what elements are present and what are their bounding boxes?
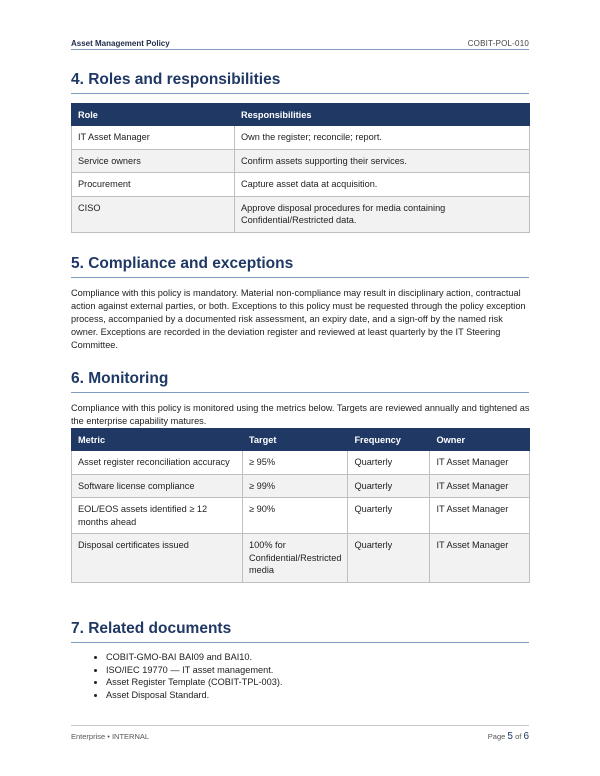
role-cell: CISO — [72, 196, 235, 232]
target-cell: ≥ 95% — [243, 451, 348, 475]
page-of: of — [515, 731, 522, 741]
frequency-cell: Quarterly — [348, 498, 430, 534]
footer-divider — [71, 725, 529, 726]
owner-cell: IT Asset Manager — [430, 474, 530, 498]
table-row — [72, 474, 530, 498]
owner-cell: IT Asset Manager — [430, 498, 530, 534]
header-doc-id: COBIT-POL-010 — [467, 38, 529, 48]
section-7-divider — [71, 642, 529, 643]
section-5-divider — [71, 277, 529, 278]
header-title: Asset Management Policy — [71, 38, 170, 48]
header-divider — [71, 49, 529, 50]
frequency-cell: Quarterly — [348, 534, 430, 583]
target-cell: ≥ 90% — [243, 498, 348, 534]
role-cell: Procurement — [72, 173, 235, 197]
metric-cell: Software license compliance — [72, 474, 243, 498]
section-6-heading: 6. Monitoring — [71, 370, 169, 387]
table-row — [72, 451, 530, 475]
roles-col-role: Role — [72, 104, 235, 126]
role-cell: Service owners — [72, 149, 235, 173]
owner-cell: IT Asset Manager — [430, 534, 530, 583]
metrics-table — [71, 428, 530, 583]
roles-table — [71, 103, 530, 233]
responsibility-cell: Own the register; reconcile; report. — [235, 126, 530, 150]
target-cell: ≥ 99% — [243, 474, 348, 498]
section-4-heading: 4. Roles and responsibilities — [71, 71, 281, 88]
page-indicator — [488, 731, 529, 742]
list-item: • Asset Register Template (COBIT-TPL-003). — [106, 676, 283, 689]
responsibility-cell: Confirm assets supporting their services. — [235, 149, 530, 173]
responsibility-cell: Capture asset data at acquisition. — [235, 173, 530, 197]
frequency-cell: Quarterly — [348, 474, 430, 498]
section-5-heading: 5. Compliance and exceptions — [71, 255, 294, 272]
page-current: 5 — [507, 730, 513, 742]
compliance-paragraph: Compliance with this policy is mandatory. Material non-compliance may result in disciplinary action, contractual action against external parties, or both. Exceptions to this policy must be requested through the policy exception process, accompanied by a documented risk assessment, an expiry date, and a sign-off by the named risk owner. Exceptions are recorded in the deviation register and reviewed at least quarterly by the IT Steering Committee. — [71, 288, 526, 350]
list-item: • ISO/IEC 19770 — IT asset management. — [106, 664, 283, 677]
responsibility-cell: Approve disposal procedures for media containing Confidential/Restricted data. — [235, 196, 530, 232]
metric-cell: Disposal certificates issued — [72, 534, 243, 583]
table-row — [72, 498, 530, 534]
table-row — [72, 173, 530, 197]
roles-table-header-row — [72, 104, 530, 126]
list-item: • Asset Disposal Standard. — [106, 689, 283, 702]
section-6-divider — [71, 392, 529, 393]
owner-cell: IT Asset Manager — [430, 451, 530, 475]
page-header — [71, 36, 529, 50]
metric-cell: EOL/EOS assets identified ≥ 12 months ahead — [72, 498, 243, 534]
roles-col-responsibilities: Responsibilities — [235, 104, 530, 126]
monitoring-intro: Compliance with this policy is monitored using the metrics below. Targets are reviewed annually and tightened as the enterprise capability matures. — [71, 403, 530, 426]
metrics-table-header-row — [72, 429, 530, 451]
page-footer — [71, 729, 529, 743]
metrics-col-frequency: Frequency — [348, 429, 430, 451]
role-cell: IT Asset Manager — [72, 126, 235, 150]
metrics-col-owner: Owner — [430, 429, 530, 451]
table-row — [72, 534, 530, 583]
frequency-cell: Quarterly — [348, 451, 430, 475]
list-item: • COBIT-GMO-BAI BAI09 and BAI10. — [106, 651, 283, 664]
section-7-heading: 7. Related documents — [71, 620, 232, 637]
table-row — [72, 126, 530, 150]
related-documents-list — [88, 651, 283, 701]
metrics-col-metric: Metric — [72, 429, 243, 451]
page-label: Page — [487, 731, 506, 741]
footer-classification: Enterprise • INTERNAL — [71, 731, 150, 741]
table-row — [72, 196, 530, 232]
metric-cell: Asset register reconciliation accuracy — [72, 451, 243, 475]
section-4-divider — [71, 93, 529, 94]
target-cell: 100% for Confidential/Restricted media — [243, 534, 348, 583]
table-row — [72, 149, 530, 173]
metrics-col-target: Target — [243, 429, 348, 451]
page-total: 6 — [523, 730, 529, 742]
